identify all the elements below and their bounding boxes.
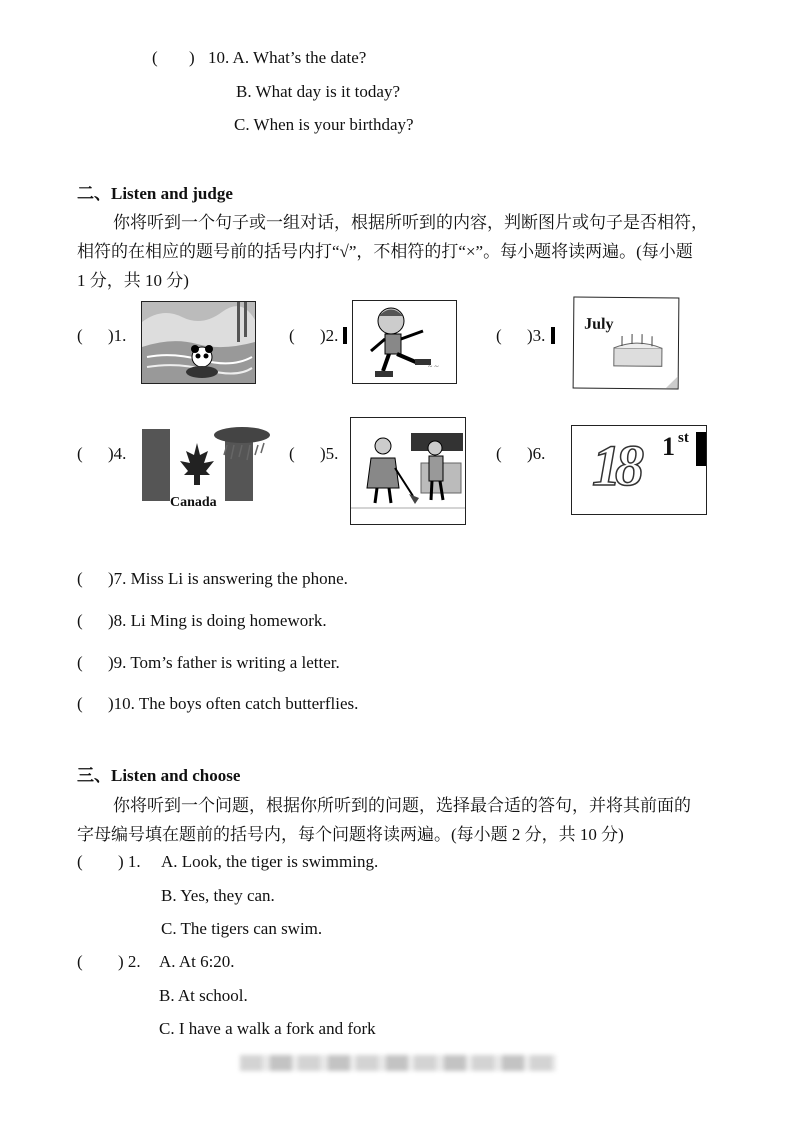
date-picture [571,425,707,515]
q2-paren: ( [77,952,83,971]
children-sweeping-drawing [351,418,465,524]
q2-option-c-cutoff [159,1019,419,1038]
q2-option-a: A. At 6:20. [159,952,235,971]
section2-instruction-line3: 1 分，共 10 分) [77,271,189,290]
sentence10: )10. The boys often catch butterflies. [108,694,359,713]
section2-title: 二、Listen and judge [77,184,233,203]
item6-paren: ( [496,444,502,463]
q1-option-a: A. Look, the tiger is swimming. [161,852,379,871]
item3-label: )3. [527,326,546,345]
sentence9-paren: ( [77,653,83,672]
panda-river-drawing [142,302,255,383]
item2-label: )2. [320,326,339,345]
q10-option-c: C. When is your birthday? [234,115,414,134]
children-sweeping-picture [350,417,466,525]
q2-option-b: B. At school. [159,986,248,1005]
answer-paren-open: ( [152,48,158,67]
q10-option-a: 10. A. What’s the date? [208,48,367,67]
cake-drawing [574,298,679,389]
july-cake-picture [573,297,680,390]
canada-flag-drawing [142,425,272,501]
q2-option-c: C. I have a walk a fork and fork [159,1019,376,1038]
section3-instruction-line1: 你将听到一个问题，根据你所听到的问题，选择最合适的答句，并将其前面的 [113,796,691,815]
item4-paren: ( [77,444,83,463]
sentence8-paren: ( [77,611,83,630]
section2-instruction-line1: 你将听到一个句子或一组对话，根据所听到的内容，判断图片或句子是否相符， [113,213,708,232]
panda-river-picture [141,301,256,384]
item1-label: )1. [108,326,127,345]
skating-boy-picture [352,300,457,384]
item6-label: )6. [527,444,546,463]
blurred-watermark [240,1055,556,1071]
flag-caption: Canada [170,495,217,510]
item4-label: )4. [108,444,127,463]
answer-paren-close: ) [189,48,195,67]
marker-bar [551,327,555,344]
sentence7-paren: ( [77,569,83,588]
sentence10-paren: ( [77,694,83,713]
item5-label: )5. [320,444,339,463]
q1-option-c: C. The tigers can swim. [161,919,323,938]
sentence8: )8. Li Ming is doing homework. [108,611,327,630]
q10-option-b: B. What day is it today? [236,82,400,101]
q1-paren: ( [77,852,83,871]
item2-paren: ( [289,326,295,345]
svg-text:~ ~: ~ ~ [428,362,439,371]
picture-month-text: July [584,315,614,333]
date-ordinal-suffix: st [678,430,689,446]
marker-bar [343,327,347,344]
sentence9: )9. Tom’s father is writing a letter. [108,653,340,672]
section3-instruction-line2: 字母编号填在题前的括号内，每个问题将读两遍。(每小题 2 分，共 10 分) [77,825,624,844]
date-ordinal-number: 1 [662,432,675,461]
q1-number: ) 1. [118,852,141,871]
canada-flag-picture [142,425,272,513]
q1-option-b: B. Yes, they can. [161,886,275,905]
sentence7: )7. Miss Li is answering the phone. [108,569,348,588]
date-number: 18 [592,433,638,498]
item3-paren: ( [496,326,502,345]
section2-instruction-line2: 相符的在相应的题号前的括号内打“√”，不相符的打“×”。每小题将读两遍。(每小题 [77,242,693,261]
q2-number: ) 2. [118,952,141,971]
item1-paren: ( [77,326,83,345]
skating-boy-drawing [353,301,456,383]
section3-title: 三、Listen and choose [77,766,241,785]
marker-bar [696,432,706,466]
item5-paren: ( [289,444,295,463]
